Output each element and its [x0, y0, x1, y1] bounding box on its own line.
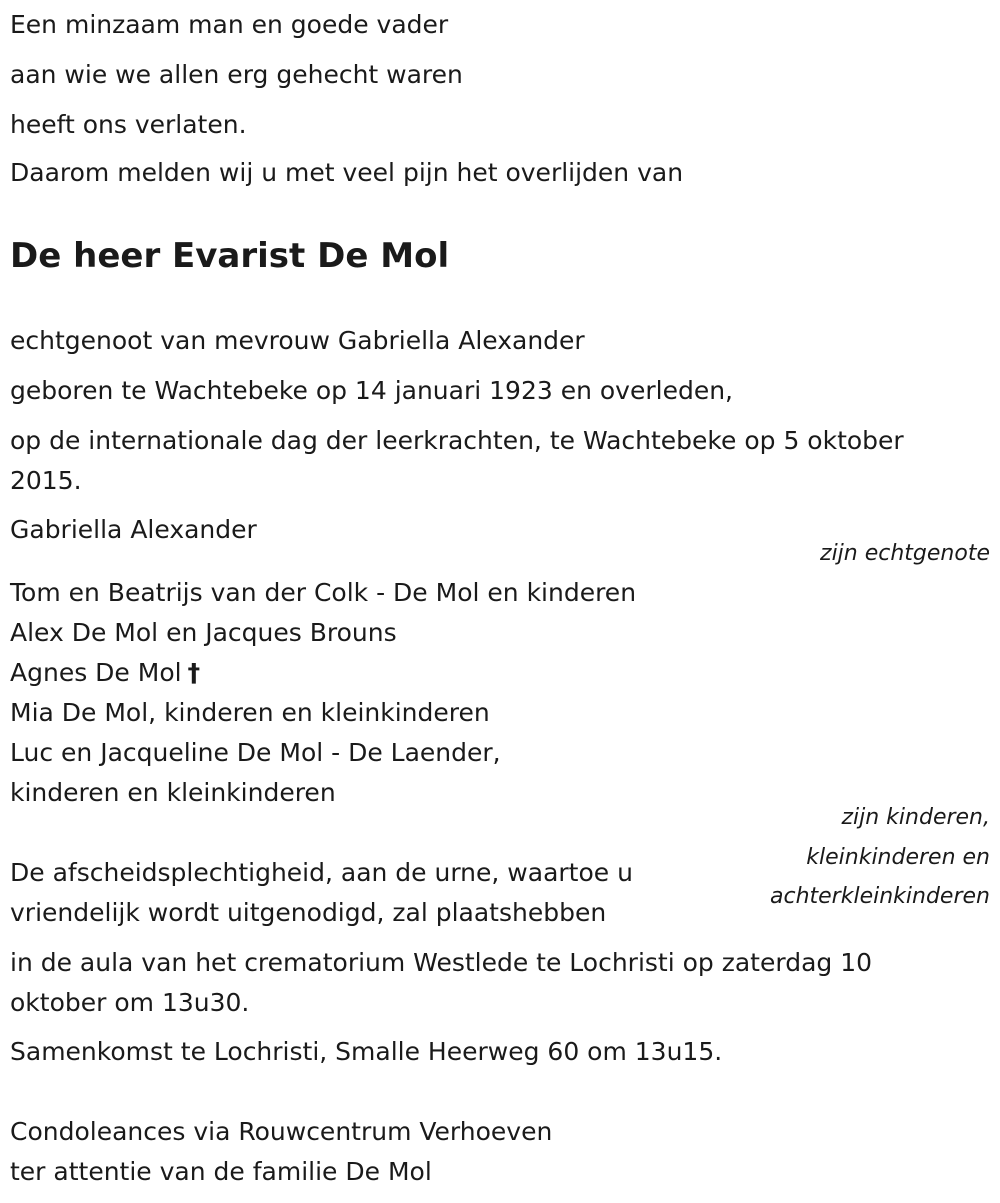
spouse-name: Gabriella Alexander	[10, 515, 257, 544]
intro-line: aan wie we allen erg gehecht waren	[10, 60, 463, 89]
intro-line: Een minzaam man en goede vader	[10, 10, 449, 39]
detail-line: echtgenoot van mevrouw Gabriella Alexander	[10, 326, 585, 355]
child-line: Alex De Mol en Jacques Brouns	[10, 618, 397, 647]
children-role-line: zijn kinderen,	[841, 805, 990, 830]
ceremony-line: De afscheidsplechtigheid, aan de urne, waartoe u	[10, 858, 633, 887]
children-role-line: kleinkinderen en	[806, 845, 990, 870]
child-name: Agnes De Mol	[10, 658, 182, 687]
spouse-role: zijn echtgenote	[820, 541, 990, 566]
child-line: Tom en Beatrijs van der Colk - De Mol en kinderen	[10, 578, 637, 607]
intro-line: Daarom melden wij u met veel pijn het overlijden van	[10, 158, 684, 187]
ceremony-line: in de aula van het crematorium Westlede te Lochristi op zaterdag 10	[10, 948, 873, 977]
deceased-name-heading: De heer Evarist De Mol	[10, 236, 450, 276]
condolences-line: Condoleances via Rouwcentrum Verhoeven	[10, 1117, 553, 1146]
detail-line: 2015.	[10, 466, 82, 495]
child-line: kinderen en kleinkinderen	[10, 778, 336, 807]
detail-line: op de internationale dag der leerkrachten, te Wachtebeke op 5 oktober	[10, 426, 904, 455]
cross-icon: †	[187, 658, 201, 687]
condolences-line: ter attentie van de familie De Mol	[10, 1157, 432, 1186]
ceremony-line: oktober om 13u30.	[10, 988, 250, 1017]
gathering-line: Samenkomst te Lochristi, Smalle Heerweg 60 om 13u15.	[10, 1037, 723, 1066]
detail-line: geboren te Wachtebeke op 14 januari 1923 en overleden,	[10, 376, 733, 405]
intro-line: heeft ons verlaten.	[10, 110, 247, 139]
children-role-line: achterkleinkinderen	[770, 884, 990, 909]
child-line: Mia De Mol, kinderen en kleinkinderen	[10, 698, 490, 727]
child-line-deceased	[10, 653, 200, 693]
ceremony-line: vriendelijk wordt uitgenodigd, zal plaatshebben	[10, 898, 607, 927]
child-line: Luc en Jacqueline De Mol - De Laender,	[10, 738, 501, 767]
